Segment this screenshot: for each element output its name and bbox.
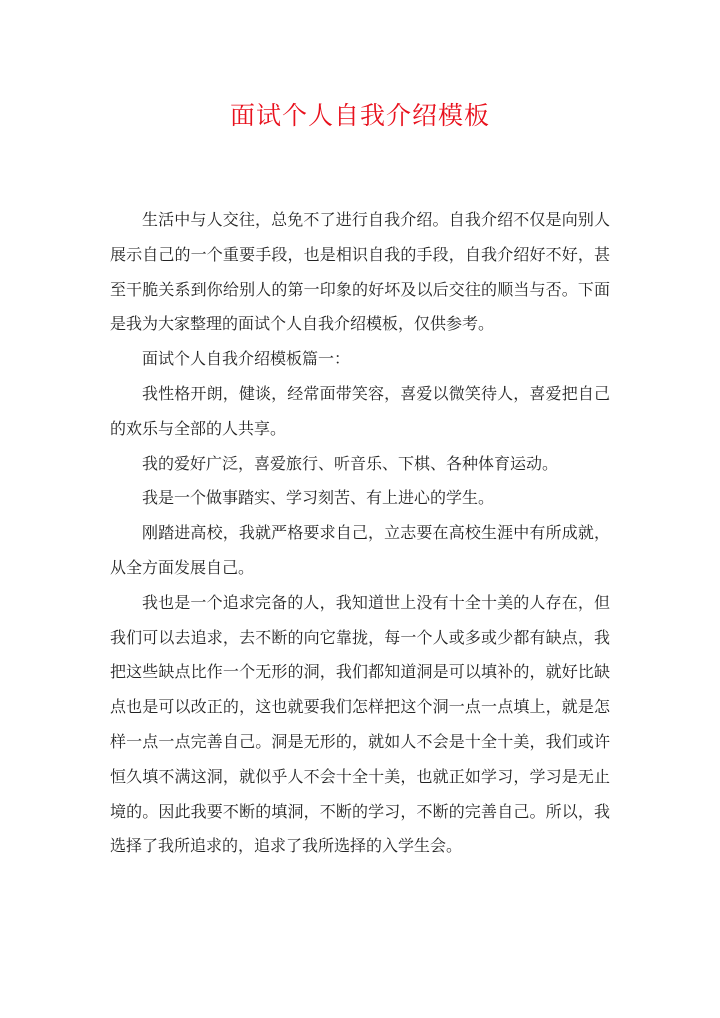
document-body: [110, 203, 610, 864]
paragraph-perfection: 我也是一个追求完备的人，我知道世上没有十全十美的人存在，但我们可以去追求，去不断的向它靠拢，每一个人或多或少都有缺点，我把这些缺点比作一个无形的洞，我们都知道洞是可以填补的，就好比缺点也是可以改正的，这也就要我们怎样把这个洞一点一点填上，就是怎样一点一点完善自己。洞是无形的，就如人不会是十全十美，我们或许恒久填不满这洞，就似乎人不会十全十美，也就正如学习，学习是无止境的。因此我要不断的填洞，不断的学习，不断的完善自己。所以，我选择了我所追求的，追求了我所选择的入学生会。: [110, 592, 610, 856]
paragraph-hobbies: 我的爱好广泛，喜爱旅行、听音乐、下棋、各种体育运动。: [142, 453, 559, 473]
paragraph-personality: 我性格开朗，健谈，经常面带笑容，喜爱以微笑待人，喜爱把自己的欢乐与全部的人共享。: [110, 383, 610, 438]
paragraph-student: 我是一个做事踏实、学习刻苦、有上进心的学生。: [142, 488, 495, 508]
document-title: 面试个人自我介绍模板: [229, 101, 490, 130]
section-heading: 面试个人自我介绍模板篇一：: [142, 349, 351, 369]
paragraph-college: 刚踏进高校，我就严格要求自己，立志要在高校生涯中有所成就，从全方面发展自己。: [110, 523, 610, 577]
paragraph-intro: 生活中与人交往，总免不了进行自我介绍。自我介绍不仅是向别人展示自己的一个重要手段，也是相识自我的手段，自我介绍好不好，甚至干脆关系到你给别人的第一印象的好坏及以后交往的顺当与否。下面是我为大家整理的面试个人自我介绍模板，仅供参考。: [110, 210, 610, 334]
